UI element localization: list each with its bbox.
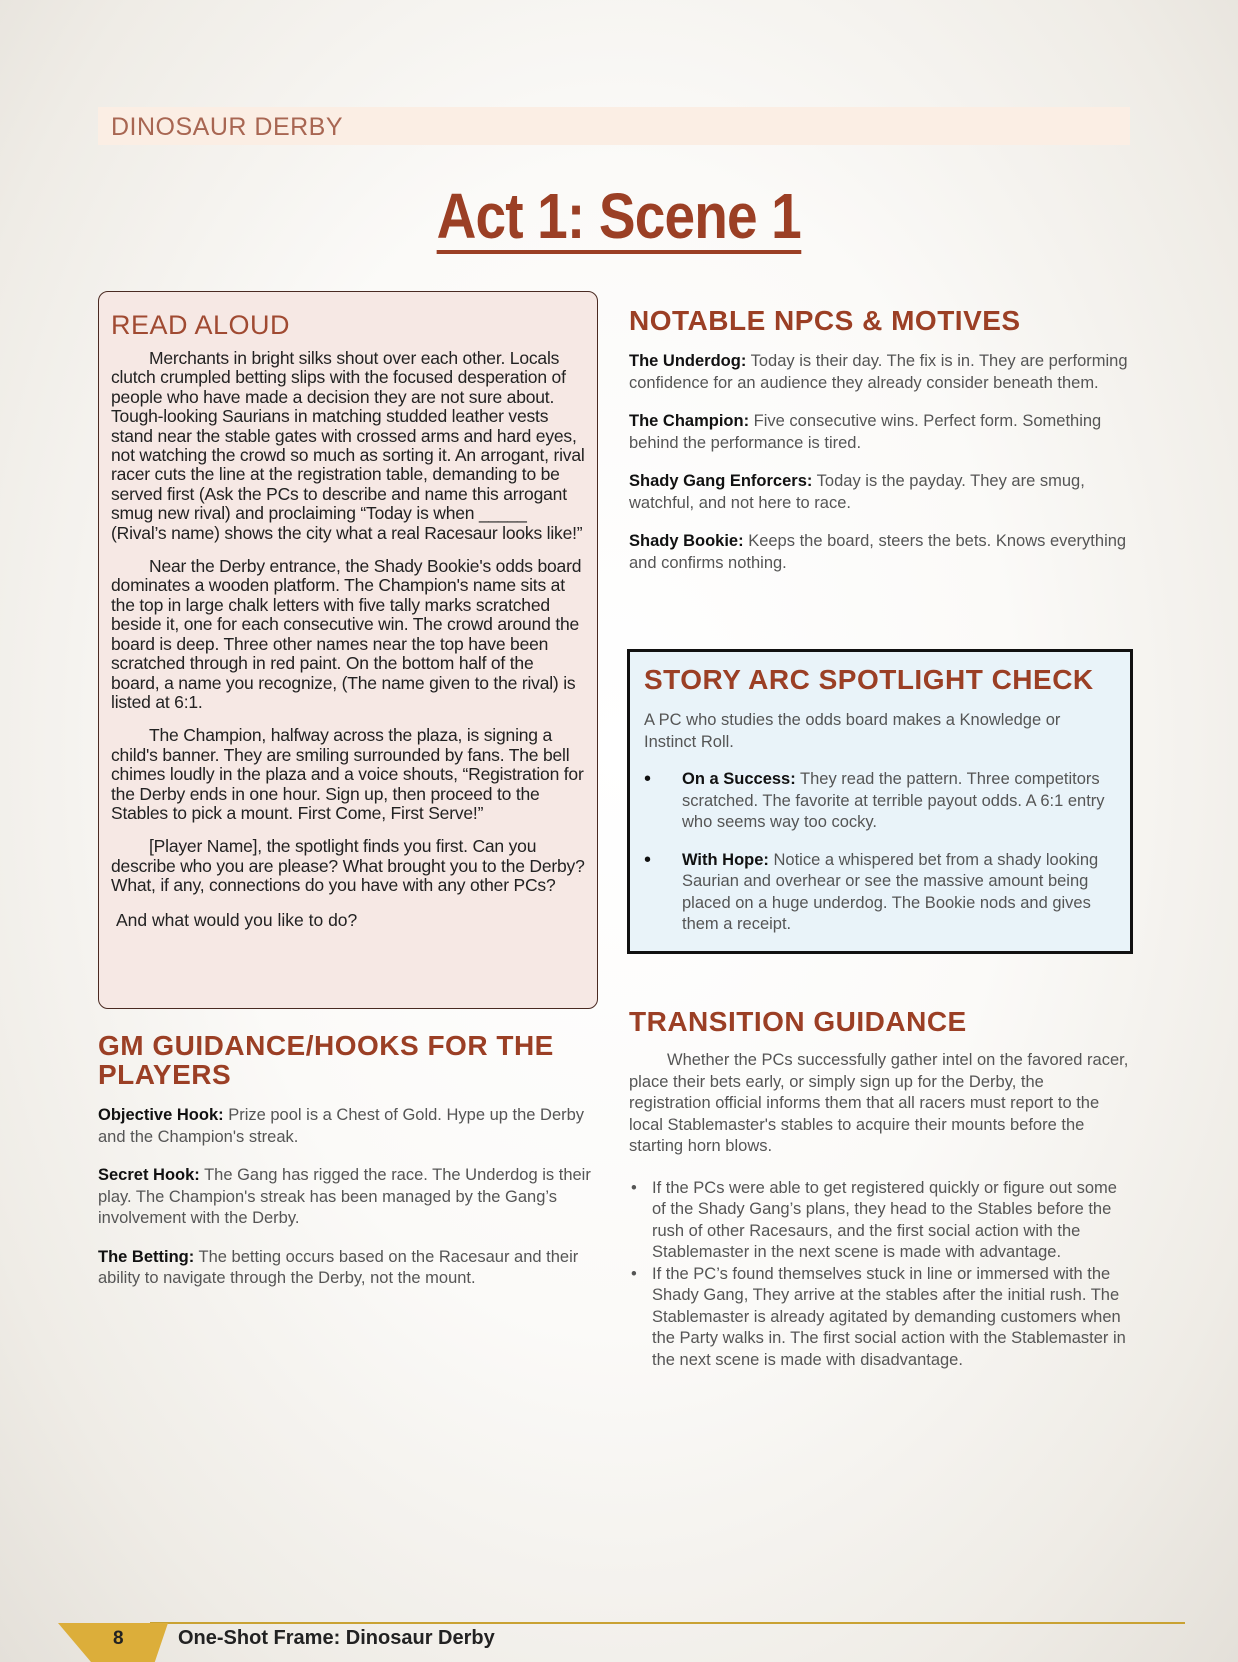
entry-text: The Gang has rigged the race. The Underdog is their play. The Champion's streak has been managed by the Gang’s involvement with the Derby. — [98, 1166, 591, 1227]
gm-entry-objective — [98, 1105, 603, 1148]
read-aloud-heading: READ ALOUD — [111, 310, 291, 340]
bullet-label: With Hope: — [682, 850, 769, 869]
read-aloud-paragraph: Merchants in bright silks shout over each other. Locals clutch crumpled betting slips with the focused desperation of people who have made a decision they are not sure about. Tough-looking Saurians in matching studded leather vests stand near the stable gates with crossed arms and hard eyes, not watching the crowd so much as sorting it. An arrogant, rival racer cuts the line at the registration table, demanding to be served first (Ask the PCs to describe and name this arrogant smug new rival) and proclaiming “Today is when _____ (Rival’s name) shows the city what a real Racesaur looks like!” — [111, 348, 585, 543]
gm-entry-secret — [98, 1165, 603, 1230]
npcs-section — [629, 306, 1129, 591]
transition-bullet: • If the PC’s found themselves stuck in line or immersed with the Shady Gang, They arrive at the stables after the initial rush. The Stablemaster is already agitated by demanding customers when the Party walks in. The first social action with the Stablemaster in the next scene is made with disadvantage. — [629, 1264, 1129, 1372]
entry-label: The Champion: — [629, 412, 750, 430]
entry-text: Prize pool is a Chest of Gold. Hype up the Derby and the Champion's streak. — [98, 1106, 585, 1146]
transition-heading: TRANSITION GUIDANCE — [629, 1006, 967, 1037]
entry-label: Shady Gang Enforcers: — [629, 472, 813, 490]
spotlight-bullet-hope — [644, 850, 1116, 936]
read-aloud-paragraph: Near the Derby entrance, the Shady Bookie's odds board dominates a wooden platform. The Champion's name sits at the top in large chalk letters with five tally marks scratched beside it, one for each consecutive win. The crowd around the board is deep. Three other names near the top have been scratched through in red paint. On the bottom half of the board, a name you recognize, (The name given to the rival) is listed at 6:1. — [111, 556, 582, 712]
npcs-heading: NOTABLE NPCS & MOTIVES — [629, 305, 1021, 336]
read-aloud-paragraph: [Player Name], the spotlight finds you first. Can you describe who you are please? What brought you to the Derby? What, if any, connections do you have with any other PCs? — [111, 836, 585, 896]
entry-label: Objective Hook: — [98, 1106, 224, 1124]
footer-title: One-Shot Frame: Dinosaur Derby — [178, 1627, 495, 1649]
page-title: Act 1: Scene 1 — [436, 180, 802, 252]
entry-text: Today is the payday. They are smug, watchful, and not here to race. — [629, 472, 1085, 512]
running-header — [98, 107, 1130, 145]
spotlight-heading: STORY ARC SPOTLIGHT CHECK — [644, 664, 1094, 695]
read-aloud-paragraph: The Champion, halfway across the plaza, is signing a child's banner. They are smiling surrounded by fans. The bell chimes loudly in the plaza and a voice shouts, “Registration for the Derby ends in one hour. Sign up, then proceed to the Stables to pick a mount. First Come, First Serve!” — [111, 725, 584, 823]
entry-text: Today is their day. The fix is in. They are performing confidence for an audience they already consider beneath them. — [629, 352, 1128, 392]
gm-guidance-section — [98, 1031, 603, 1307]
npc-entry-champion — [629, 411, 1129, 454]
entry-text: Keeps the board, steers the bets. Knows everything and confirms nothing. — [629, 532, 1127, 572]
npc-entry-enforcers — [629, 471, 1129, 514]
bullet-text: Notice a whispered bet from a shady looking Saurian and overhear or see the massive amount being placed on a huge underdog. The Bookie nods and gives them a receipt. — [682, 850, 1099, 933]
entry-text: Five consecutive wins. Perfect form. Something behind the performance is tired. — [629, 412, 1102, 452]
spotlight-intro: A PC who studies the odds board makes a Knowledge or Instinct Roll. — [644, 711, 1061, 751]
bullet-label: On a Success: — [682, 770, 796, 788]
footer-rule — [150, 1622, 1185, 1624]
npc-entry-underdog — [629, 351, 1129, 394]
page-number: 8 — [113, 1628, 124, 1649]
entry-label: Shady Bookie: — [629, 532, 744, 550]
gm-entry-betting — [98, 1247, 603, 1290]
entry-label: Secret Hook: — [98, 1166, 200, 1184]
transition-bullet: • If the PCs were able to get registered quickly or figure out some of the Shady Gang’s plans, they head to the Stables before the rush of other Racesaurs, and the first social action with the Stablemaster in the next scene is made with advantage. — [629, 1178, 1129, 1264]
transition-paragraph: Whether the PCs successfully gather intel on the favored racer, place their bets early, or simply sign up for the Derby, the registration official informs them that all racers must report to the local Stablemaster's stables to acquire their mounts before the starting horn blows. — [629, 1051, 1129, 1155]
entry-label: The Betting: — [98, 1247, 195, 1266]
read-aloud-box — [98, 291, 598, 1009]
running-title: DINOSAUR DERBY — [111, 113, 344, 141]
spotlight-box — [627, 649, 1133, 954]
bullet-text: They read the pattern. Three competitors scratched. The favorite at terrible payout odds. A 6:1 entry who seems way too cocky. — [682, 770, 1105, 831]
entry-label: The Underdog: — [629, 352, 747, 370]
spotlight-bullet-success — [644, 769, 1116, 834]
npc-entry-bookie — [629, 531, 1129, 574]
read-aloud-closing: And what would you like to do? — [116, 909, 358, 930]
transition-section — [629, 1007, 1129, 1371]
page-title-wrap — [0, 180, 1238, 254]
entry-text: The betting occurs based on the Racesaur and their ability to navigate through the Derby, not the mount. — [98, 1247, 579, 1287]
gm-guidance-heading: GM GUIDANCE/HOOKS FOR THE PLAYERS — [98, 1030, 554, 1090]
